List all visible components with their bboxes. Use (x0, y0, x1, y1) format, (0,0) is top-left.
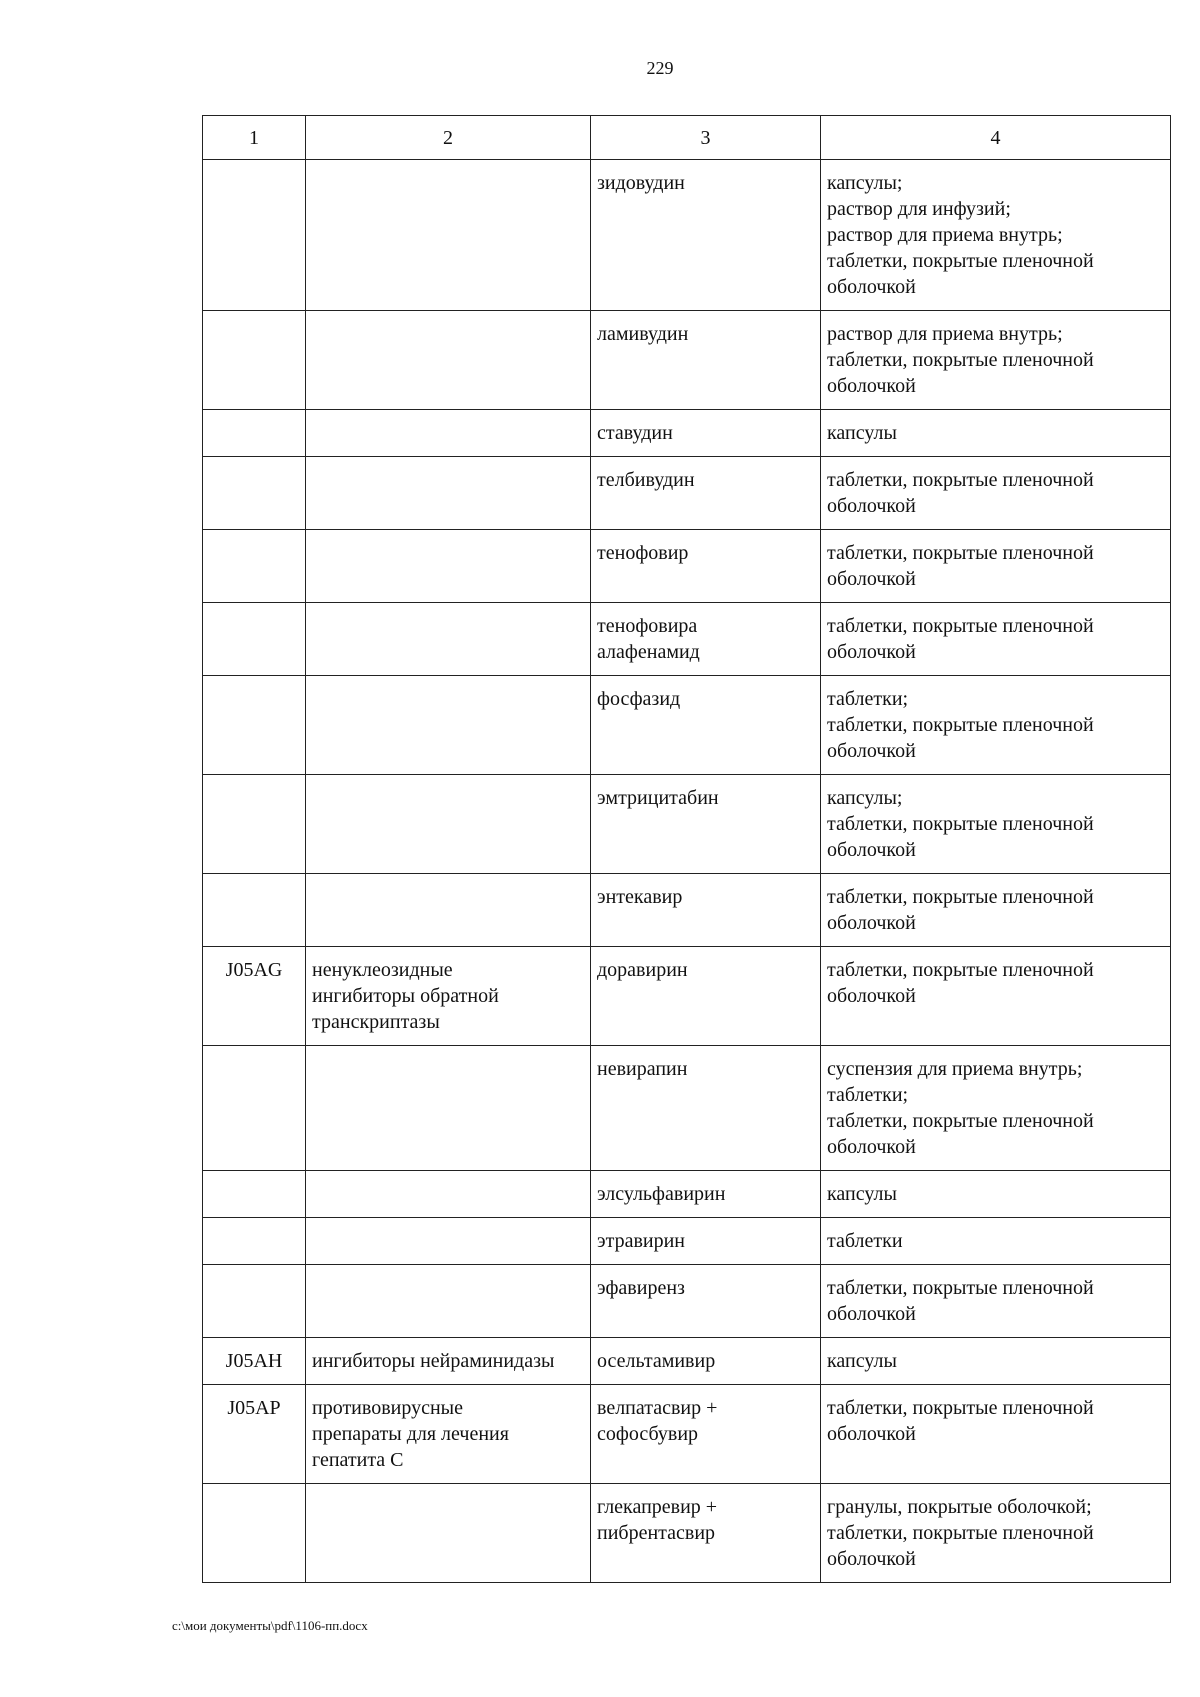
atc-code-cell (203, 457, 306, 530)
drug-name-cell (591, 1338, 821, 1385)
dosage-form-cell (821, 1385, 1171, 1484)
group-line: транскриптазы (312, 1011, 440, 1033)
table-row (203, 603, 1171, 676)
drug-name-cell (591, 676, 821, 775)
drug-name-line: телбивудин (597, 469, 695, 491)
dosage-form-line: оболочкой (827, 1548, 916, 1570)
group-cell (306, 676, 591, 775)
dosage-form-cell (821, 1218, 1171, 1265)
group-line: противовирусные (312, 1397, 463, 1419)
group-cell (306, 410, 591, 457)
drug-name-cell (591, 775, 821, 874)
dosage-form-line: таблетки, покрытые пленочной (827, 1397, 1094, 1419)
group-cell (306, 1171, 591, 1218)
dosage-form-cell (821, 1046, 1171, 1171)
group-cell (306, 1338, 591, 1385)
group-cell (306, 775, 591, 874)
dosage-form-cell (821, 530, 1171, 603)
table-row (203, 410, 1171, 457)
dosage-form-line: таблетки; (827, 1084, 909, 1106)
drug-name-cell (591, 947, 821, 1046)
drug-name-cell (591, 603, 821, 676)
group-cell (306, 311, 591, 410)
dosage-form-line: капсулы; (827, 787, 903, 809)
drug-name-cell (591, 874, 821, 947)
table-row (203, 874, 1171, 947)
atc-code-cell: J05AG (203, 947, 306, 1046)
atc-code-cell (203, 311, 306, 410)
atc-code-cell (203, 676, 306, 775)
atc-code-cell (203, 1046, 306, 1171)
table-row (203, 676, 1171, 775)
dosage-form-cell (821, 874, 1171, 947)
dosage-form-line: суспензия для приема внутрь; (827, 1058, 1083, 1080)
group-cell (306, 1385, 591, 1484)
dosage-form-line: капсулы (827, 1350, 897, 1372)
dosage-form-cell (821, 410, 1171, 457)
table-row (203, 775, 1171, 874)
drug-name-cell (591, 1046, 821, 1171)
drug-name-cell (591, 1484, 821, 1583)
dosage-form-cell (821, 160, 1171, 311)
drug-name-line: глекапревир + (597, 1496, 718, 1518)
group-cell (306, 530, 591, 603)
group-line: ингибиторы нейраминидазы (312, 1350, 555, 1372)
group-cell (306, 1265, 591, 1338)
dosage-form-line: раствор для приема внутрь; (827, 224, 1063, 246)
dosage-form-cell (821, 775, 1171, 874)
dosage-form-line: капсулы; (827, 172, 903, 194)
drug-name-line: алафенамид (597, 641, 700, 663)
dosage-form-line: таблетки, покрытые пленочной (827, 349, 1094, 371)
dosage-form-cell (821, 1484, 1171, 1583)
drug-name-cell (591, 457, 821, 530)
dosage-form-line: оболочкой (827, 375, 916, 397)
table-row (203, 1046, 1171, 1171)
table-row (203, 1218, 1171, 1265)
dosage-form-line: гранулы, покрытые оболочкой; (827, 1496, 1092, 1518)
drug-name-line: осельтамивир (597, 1350, 716, 1372)
dosage-form-cell (821, 676, 1171, 775)
drug-name-line: фосфазид (597, 688, 681, 710)
dosage-form-line: оболочкой (827, 1136, 916, 1158)
dosage-form-line: раствор для инфузий; (827, 198, 1011, 220)
dosage-form-cell (821, 311, 1171, 410)
table-row (203, 457, 1171, 530)
dosage-form-line: оболочкой (827, 495, 916, 517)
dosage-form-line: таблетки, покрытые пленочной (827, 469, 1094, 491)
drug-name-cell (591, 1385, 821, 1484)
dosage-form-line: капсулы (827, 422, 897, 444)
group-cell (306, 160, 591, 311)
dosage-form-line: оболочкой (827, 985, 916, 1007)
atc-code-cell: J05AH (203, 1338, 306, 1385)
dosage-form-line: оболочкой (827, 740, 916, 762)
table-body (203, 160, 1171, 1583)
dosage-form-cell (821, 1265, 1171, 1338)
dosage-form-line: оболочкой (827, 276, 916, 298)
group-cell (306, 1046, 591, 1171)
group-cell (306, 874, 591, 947)
table-header-row (203, 116, 1171, 160)
drug-name-line: софосбувир (597, 1423, 699, 1445)
dosage-form-cell (821, 947, 1171, 1046)
drug-name-line: доравирин (597, 959, 688, 981)
dosage-form-line: раствор для приема внутрь; (827, 323, 1063, 345)
atc-code-cell (203, 1218, 306, 1265)
table-row (203, 530, 1171, 603)
drug-name-cell (591, 1218, 821, 1265)
drug-name-line: тенофовир (597, 542, 689, 564)
atc-code-cell (203, 1265, 306, 1338)
table-row (203, 1171, 1171, 1218)
group-cell (306, 947, 591, 1046)
table-row (203, 1484, 1171, 1583)
dosage-form-line: капсулы (827, 1183, 897, 1205)
page-number: 229 (646, 58, 674, 78)
dosage-form-line: таблетки, покрытые пленочной (827, 1110, 1094, 1132)
dosage-form-line: таблетки, покрытые пленочной (827, 250, 1094, 272)
group-line: ингибиторы обратной (312, 985, 499, 1007)
table-row (203, 311, 1171, 410)
group-cell (306, 603, 591, 676)
drug-name-line: этравирин (597, 1230, 685, 1252)
drug-name-line: невирапин (597, 1058, 688, 1080)
dosage-form-line: оболочкой (827, 568, 916, 590)
header-cell-3: 3 (591, 116, 821, 160)
dosage-form-line: таблетки; (827, 688, 909, 710)
drug-name-line: зидовудин (597, 172, 685, 194)
dosage-form-line: оболочкой (827, 1423, 916, 1445)
atc-code-cell (203, 874, 306, 947)
dosage-form-cell (821, 1171, 1171, 1218)
drug-name-line: ламивудин (597, 323, 689, 345)
header-cell-2: 2 (306, 116, 591, 160)
dosage-form-line: таблетки, покрытые пленочной (827, 959, 1094, 981)
drug-name-cell (591, 1265, 821, 1338)
atc-code-cell (203, 410, 306, 457)
dosage-form-line: таблетки, покрытые пленочной (827, 542, 1094, 564)
group-cell (306, 1218, 591, 1265)
table-row (203, 947, 1171, 1046)
group-line: препараты для лечения (312, 1423, 509, 1445)
drug-name-line: ставудин (597, 422, 673, 444)
dosage-form-line: оболочкой (827, 912, 916, 934)
group-line: гепатита С (312, 1449, 404, 1471)
drug-name-line: тенофовира (597, 615, 698, 637)
dosage-form-cell (821, 603, 1171, 676)
drug-name-cell (591, 160, 821, 311)
atc-code-cell (203, 160, 306, 311)
atc-code-cell (203, 775, 306, 874)
header-cell-4: 4 (821, 116, 1171, 160)
atc-code-cell (203, 1484, 306, 1583)
dosage-form-line: оболочкой (827, 641, 916, 663)
group-cell (306, 457, 591, 530)
drug-name-line: велпатасвир + (597, 1397, 718, 1419)
group-line: ненуклеозидные (312, 959, 453, 981)
drug-name-cell (591, 410, 821, 457)
footer-file-path: c:\мои документы\pdf\1106-пп.docx (172, 1618, 368, 1633)
dosage-form-line: оболочкой (827, 1303, 916, 1325)
atc-code-cell (203, 1171, 306, 1218)
drug-table (202, 115, 1171, 1583)
drug-name-cell (591, 1171, 821, 1218)
table-row (203, 160, 1171, 311)
drug-name-line: эмтрицитабин (597, 787, 719, 809)
dosage-form-cell (821, 457, 1171, 530)
drug-name-line: энтекавир (597, 886, 683, 908)
table-row (203, 1385, 1171, 1484)
dosage-form-line: оболочкой (827, 839, 916, 861)
drug-name-line: элсульфавирин (597, 1183, 726, 1205)
table-row (203, 1338, 1171, 1385)
atc-code-cell (203, 603, 306, 676)
dosage-form-line: таблетки, покрытые пленочной (827, 1522, 1094, 1544)
dosage-form-line: таблетки, покрытые пленочной (827, 1277, 1094, 1299)
atc-code-cell (203, 530, 306, 603)
dosage-form-line: таблетки, покрытые пленочной (827, 886, 1094, 908)
drug-name-line: эфавиренз (597, 1277, 685, 1299)
atc-code-cell: J05AP (203, 1385, 306, 1484)
dosage-form-line: таблетки, покрытые пленочной (827, 714, 1094, 736)
header-cell-1: 1 (203, 116, 306, 160)
dosage-form-line: таблетки, покрытые пленочной (827, 615, 1094, 637)
table-row (203, 1265, 1171, 1338)
dosage-form-cell (821, 1338, 1171, 1385)
dosage-form-line: таблетки (827, 1230, 903, 1252)
drug-name-line: пибрентасвир (597, 1522, 716, 1544)
dosage-form-line: таблетки, покрытые пленочной (827, 813, 1094, 835)
drug-name-cell (591, 311, 821, 410)
group-cell (306, 1484, 591, 1583)
drug-name-cell (591, 530, 821, 603)
